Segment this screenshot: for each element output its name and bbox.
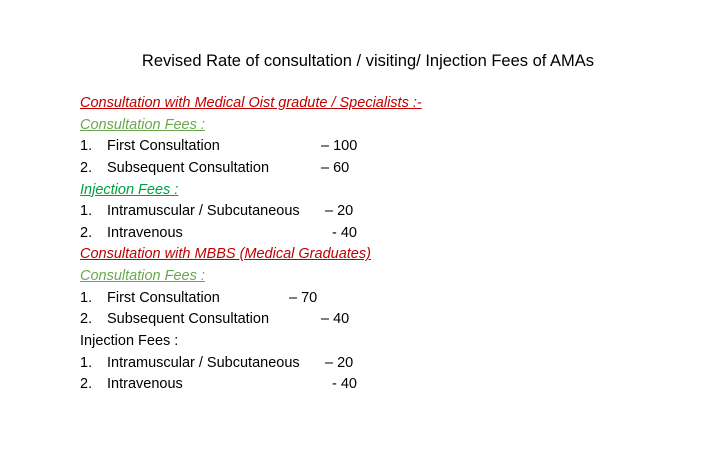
item-value: – 60 (321, 159, 350, 176)
item-value: - 40 (332, 224, 357, 241)
item-number: 2. (80, 159, 93, 176)
injection-fees-heading: Injection Fees : (80, 181, 179, 198)
item-number: 1. (80, 289, 93, 306)
page-title: Revised Rate of consultation / visiting/ Injection Fees of AMAs (141, 52, 595, 70)
item-number: 2. (80, 224, 93, 241)
item-label: Intravenous (107, 224, 183, 241)
list-item (80, 288, 700, 310)
injection-fees-heading: Injection Fees : (80, 333, 179, 350)
consultation-fees-heading: Consultation Fees : (80, 268, 205, 285)
item-label: First Consultation (107, 138, 220, 155)
item-value: – 40 (321, 311, 350, 328)
list-item (80, 223, 700, 245)
item-number: 1. (80, 354, 93, 371)
list-item (80, 158, 700, 180)
item-value: – 100 (321, 138, 358, 155)
item-label: Intramuscular / Subcutaneous (107, 354, 300, 371)
list-item (80, 353, 700, 375)
list-item (80, 374, 700, 396)
item-number: 1. (80, 138, 93, 155)
item-label: First Consultation (107, 289, 220, 306)
item-label: Intravenous (107, 376, 183, 393)
item-value: - 40 (332, 376, 357, 393)
list-item (80, 309, 700, 331)
item-number: 2. (80, 311, 93, 328)
item-number: 2. (80, 376, 93, 393)
list-item (80, 136, 700, 158)
consultation-fees-heading: Consultation Fees : (80, 116, 205, 133)
list-item (80, 201, 700, 223)
item-label: Intramuscular / Subcutaneous (107, 203, 300, 220)
item-label: Subsequent Consultation (107, 159, 270, 176)
item-value: – 70 (289, 289, 318, 306)
section-heading-specialists: Consultation with Medical Oist gradute / Specialists :- (80, 95, 422, 111)
fee-content (80, 93, 700, 396)
item-label: Subsequent Consultation (107, 311, 270, 328)
item-number: 1. (80, 203, 93, 220)
item-value: – 20 (325, 354, 354, 371)
section-heading-mbbs: Consultation with MBBS (Medical Graduates) (80, 246, 371, 263)
item-value: – 20 (325, 203, 354, 220)
